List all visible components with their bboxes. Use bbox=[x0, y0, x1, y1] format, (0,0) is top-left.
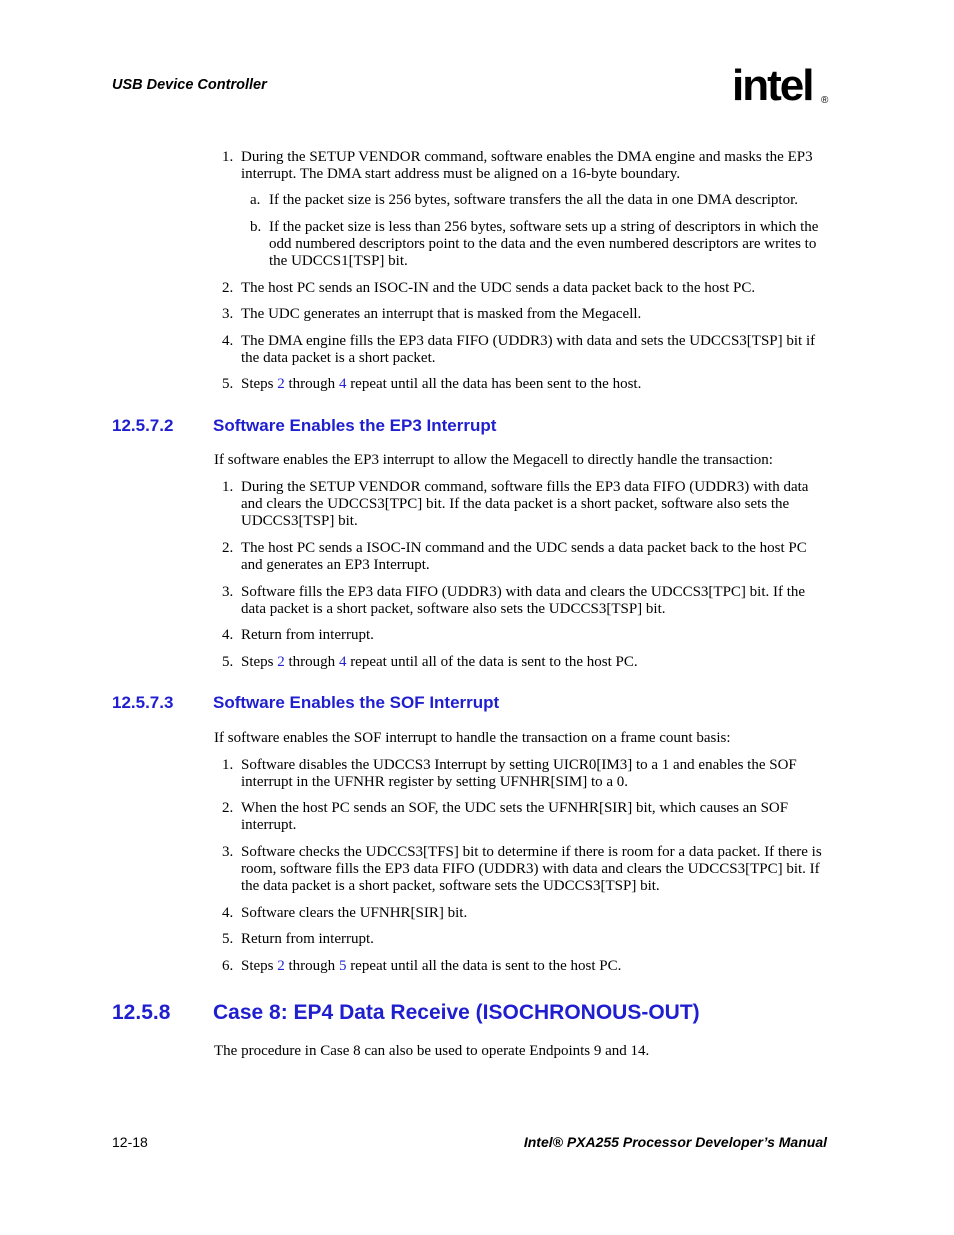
sub-list-item-text: If the packet size is 256 bytes, software transfers the all the data in one DMA descriptor. bbox=[269, 192, 799, 208]
section-title: Case 8: EP4 Data Receive (ISOCHRONOUS-OUT) bbox=[213, 1001, 700, 1024]
step-link-2[interactable]: 2 bbox=[277, 958, 285, 974]
sub-list-item bbox=[214, 192, 828, 209]
list-item-text: The DMA engine fills the EP3 data FIFO (UDDR3) with data and sets the UDCCS3[TSP] bit if the data packet is a short packet. bbox=[241, 333, 816, 366]
list-item-text-post: repeat until all of the data is sent to the host PC. bbox=[346, 654, 638, 670]
sub-list-item-text: If the packet size is less than 256 bytes, software sets up a string of descriptors in which the odd numbered descriptors point to the data and the even numbered descriptors are writes to the UDCCS1[TSP] bit. bbox=[269, 219, 819, 269]
list-item bbox=[214, 540, 828, 574]
list-item-text: When the host PC sends an SOF, the UDC sets the UFNHR[SIR] bit, which causes an SOF interrupt. bbox=[241, 800, 789, 833]
list-item-text: Software fills the EP3 data FIFO (UDDR3) with data and clears the UDCCS3[TPC] bit. If the data packet is a short packet, software also sets the UDCCS3[TSP] bit. bbox=[241, 584, 806, 617]
list-item-text-pre: Steps bbox=[241, 654, 278, 670]
list-item-number: 2. bbox=[222, 280, 234, 296]
list-item-text-pre: Steps bbox=[241, 958, 278, 974]
list-item-text: The host PC sends an ISOC-IN and the UDC sends a data packet back to the host PC. bbox=[241, 280, 756, 296]
intro-list bbox=[214, 149, 828, 393]
list-item-text: Software disables the UDCCS3 Interrupt by setting UICR0[IM3] to a 1 and enables the SOF interrupt in the UFNHR register by setting UFNHR[SIM] to a 0. bbox=[241, 757, 797, 790]
logo-text: intel bbox=[732, 61, 813, 110]
list-item-number: 3. bbox=[222, 584, 234, 600]
list-item-number: 3. bbox=[222, 844, 234, 860]
list-item-number: 1. bbox=[222, 149, 234, 165]
section-heading-ep3-interrupt bbox=[112, 416, 496, 436]
list-item-number: 4. bbox=[222, 333, 234, 349]
list-item-number: 5. bbox=[222, 931, 234, 947]
manual-title: Intel® PXA255 Processor Developer’s Manual bbox=[523, 1134, 827, 1150]
list-item bbox=[214, 584, 828, 618]
section-intro-paragraph: If software enables the SOF interrupt to handle the transaction on a frame count basis: bbox=[214, 730, 731, 746]
section-title: Software Enables the EP3 Interrupt bbox=[213, 416, 497, 435]
list-item-text: Return from interrupt. bbox=[241, 931, 374, 947]
list-item bbox=[214, 306, 828, 323]
list-item-number: 2. bbox=[222, 800, 234, 816]
step-link-5[interactable]: 5 bbox=[338, 958, 347, 974]
section-number: 12.5.8 bbox=[112, 1001, 171, 1024]
list-item bbox=[214, 627, 828, 644]
list-item-text: The host PC sends a ISOC-IN command and the UDC sends a data packet back to the host PC and generates an EP3 Interrupt. bbox=[241, 540, 807, 573]
section-intro-paragraph: The procedure in Case 8 can also be used to operate Endpoints 9 and 14. bbox=[214, 1043, 650, 1059]
list-item-number: 4. bbox=[222, 905, 234, 921]
list-item bbox=[214, 958, 828, 975]
list-item-text-mid: through bbox=[284, 654, 339, 670]
section-number: 12.5.7.3 bbox=[112, 693, 174, 712]
section-heading-case-8 bbox=[112, 1001, 700, 1025]
list-item bbox=[214, 757, 828, 791]
list-item-text-post: repeat until all the data has been sent to the host. bbox=[346, 376, 642, 392]
sub-list-item-letter: b. bbox=[250, 219, 262, 235]
step-link-2[interactable]: 2 bbox=[277, 376, 285, 392]
list-item bbox=[214, 149, 828, 183]
section-heading-sof-interrupt bbox=[112, 693, 499, 713]
list-item bbox=[214, 931, 828, 948]
list-item-text: Software checks the UDCCS3[TFS] bit to determine if there is room for a data packet. If there is room, software fills the EP3 data FIFO (UDDR3) with data and clears the UDCCS3[TPC] bit. If the data packet is a short packet, software sets the UDCCS3[TSP] bit. bbox=[241, 844, 822, 894]
list-item bbox=[214, 280, 828, 297]
step-link-4[interactable]: 4 bbox=[338, 376, 347, 392]
list-item bbox=[214, 905, 828, 922]
list-item-number: 2. bbox=[222, 540, 234, 556]
list-item-text-mid: through bbox=[284, 376, 339, 392]
list-item-text-pre: Steps bbox=[241, 376, 278, 392]
list-item bbox=[214, 654, 828, 671]
list-item-text: Return from interrupt. bbox=[241, 627, 374, 643]
sub-list-item-letter: a. bbox=[250, 192, 261, 208]
list-item bbox=[214, 844, 828, 895]
sub-list-item bbox=[214, 219, 828, 270]
list-item-number: 6. bbox=[222, 958, 234, 974]
list-item-text: The UDC generates an interrupt that is masked from the Megacell. bbox=[241, 306, 642, 322]
step-link-4[interactable]: 4 bbox=[338, 654, 347, 670]
list-item-number: 5. bbox=[222, 654, 234, 670]
list-item bbox=[214, 479, 828, 530]
ep3-interrupt-list bbox=[214, 479, 828, 671]
section-intro-paragraph: If software enables the EP3 interrupt to allow the Megacell to directly handle the transaction: bbox=[214, 452, 773, 468]
list-item bbox=[214, 333, 828, 367]
list-item-number: 3. bbox=[222, 306, 234, 322]
section-number: 12.5.7.2 bbox=[112, 416, 174, 435]
list-item-number: 5. bbox=[222, 376, 234, 392]
list-item-text: Software clears the UFNHR[SIR] bit. bbox=[241, 905, 468, 921]
page-number: 12-18 bbox=[112, 1134, 148, 1150]
sof-interrupt-list bbox=[214, 757, 828, 975]
list-item-text: During the SETUP VENDOR command, software enables the DMA engine and masks the EP3 interrupt. The DMA start address must be aligned on a 16-byte boundary. bbox=[241, 149, 813, 182]
step-link-2[interactable]: 2 bbox=[277, 654, 285, 670]
list-item-number: 1. bbox=[222, 479, 234, 495]
list-item-number: 1. bbox=[222, 757, 234, 773]
running-header: USB Device Controller bbox=[112, 77, 267, 93]
list-item-text-mid: through bbox=[284, 958, 339, 974]
list-item bbox=[214, 376, 828, 393]
logo-registered-mark: ® bbox=[821, 95, 829, 106]
list-item bbox=[214, 800, 828, 834]
list-item-number: 4. bbox=[222, 627, 234, 643]
section-title: Software Enables the SOF Interrupt bbox=[213, 693, 500, 712]
list-item-text: During the SETUP VENDOR command, software fills the EP3 data FIFO (UDDR3) with data and clears the UDCCS3[TPC] bit. If the data packet is a short packet, software also sets the UDCCS3[TSP] bit. bbox=[241, 479, 809, 529]
list-item-text-post: repeat until all the data is sent to the host PC. bbox=[346, 958, 622, 974]
intel-logo bbox=[732, 60, 832, 118]
